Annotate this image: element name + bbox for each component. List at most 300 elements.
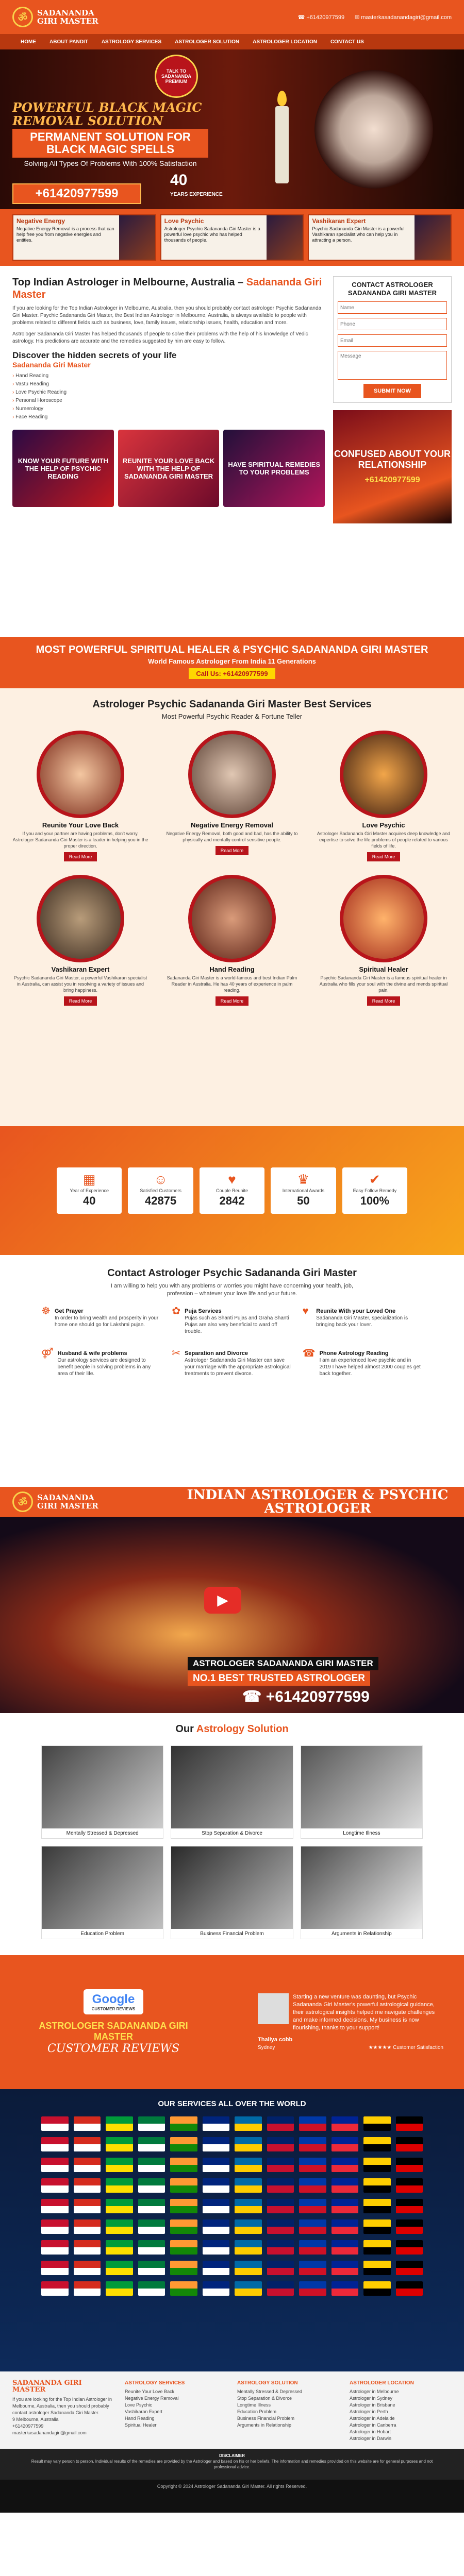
contact-item [41,1308,161,1335]
country-flag [332,2158,359,2172]
footer-link[interactable]: Hand Reading [125,2416,155,2421]
country-flag [170,2281,197,2296]
country-flag [267,2199,294,2213]
footer-col-title: ASTROLOGY SERVICES [125,2380,185,2386]
hero-title: POWERFUL BLACK MAGIC REMOVAL SOLUTION [12,100,202,128]
country-flag [363,2219,391,2234]
stat-card [57,1167,122,1214]
footer-link[interactable]: Astrologer in Canberra [350,2422,396,2428]
country-flag [170,2116,197,2131]
footer-link[interactable]: Astrologer in Perth [350,2409,388,2414]
hero-years-label: YEARS EXPERIENCE [170,192,223,197]
solution-image [171,1846,292,1929]
list-item: › Hand Reading [12,372,325,380]
healer-strip [0,637,464,688]
country-flag [396,2178,423,2193]
footer-link[interactable]: Astrologer in Darwin [350,2436,392,2441]
solution-label: Education Problem [80,1931,124,1937]
country-flag [396,2158,423,2172]
reviews-section [0,1955,464,2089]
stat-label: International Awards [282,1188,325,1193]
service-title: Negative Energy Removal [191,821,273,829]
google-text: Google [92,1992,135,2006]
indian-astrologer-strip [0,1487,464,1517]
footer-link[interactable]: Arguments in Relationship [237,2422,292,2428]
service-image [37,875,124,962]
stat-value: 2842 [219,1194,245,1207]
country-flag [170,2137,197,2151]
flame-icon [277,91,287,106]
country-flag [267,2261,294,2275]
country-flag [74,2199,101,2213]
footer-link[interactable]: Longtime Illness [237,2402,271,2408]
promo-banners [12,430,325,507]
puja-icon: ✿ [172,1306,181,1317]
country-flag [299,2178,326,2193]
disclaimer-text: Result may vary person to person. Individual results of the remedies are provided by the Astrologer and based on his or her beliefs. The information and remedies provided on this website are for general purposes and not professional advice. [31,2459,433,2469]
customers-icon: ☺ [154,1172,168,1187]
contact-item-title: Reunite With your Loved One [316,1308,396,1314]
contact-item-title: Puja Services [185,1308,222,1314]
country-flag [138,2137,165,2151]
solution-image [301,1846,422,1929]
solution-label: Arguments in Relationship [331,1931,392,1937]
country-flag [138,2219,165,2234]
read-more-button[interactable]: Read More [216,846,249,855]
country-flag [267,2219,294,2234]
form-title: CONTACT ASTROLOGER SADANANDA GIRI MASTER [347,281,437,297]
country-flag [235,2116,262,2131]
country-flag [299,2158,326,2172]
country-flag [41,2158,69,2172]
top-email-text: masterkasadanandagiri@gmail.com [361,14,452,21]
read-more-button[interactable]: Read More [216,996,249,1006]
service-card [164,731,300,861]
healer-subtitle: World Famous Astrologer From India 11 Generations [148,657,316,665]
footer-link[interactable]: Reunite Your Love Back [125,2389,175,2394]
stat-card [342,1167,407,1214]
solution-label: Mentally Stressed & Depressed [66,1831,139,1836]
country-flag [299,2261,326,2275]
country-flag [363,2199,391,2213]
solution-title-text: Our [175,1723,194,1735]
country-flag [138,2281,165,2296]
service-image [37,731,124,818]
contact-item-text: In order to bring wealth and prosperity in your home one should go for Lakshmi pujan. [54,1315,159,1328]
services-title: Astrologer Psychic Sadananda Giri Master Best Services [92,699,372,710]
service-card [12,875,148,1006]
country-flag [138,2240,165,2255]
indian-title: INDIAN ASTROLOGER & PSYCHIC ASTROLOGER [187,1487,449,1516]
country-flag [106,2137,133,2151]
country-flag [332,2219,359,2234]
logo[interactable] [12,7,98,27]
couple-icon: ⚤ [41,1348,54,1359]
country-flag [203,2261,230,2275]
stat-label: Year of Experience [70,1188,109,1193]
country-flag [106,2199,133,2213]
nav-solution[interactable]: ASTROLOGER SOLUTION [175,39,240,45]
healer-title: MOST POWERFUL SPIRITUAL HEALER & PSYCHIC SADANANDA GIRI MASTER [36,644,428,655]
testimonial-author: Thaliya cobb [258,2036,293,2043]
country-flag [299,2240,326,2255]
country-flag [299,2199,326,2213]
stat-value: 42875 [145,1194,177,1207]
country-flag [363,2137,391,2151]
country-flag [203,2158,230,2172]
feature-cards [0,209,464,266]
stat-value: 40 [82,1194,96,1207]
footer-link[interactable]: Negative Energy Removal [125,2396,179,2401]
footer-email[interactable]: masterkasadanandagiri@gmail.com [12,2430,87,2435]
brand-line1: SADANANDA [37,8,94,18]
card-text: Astrologer Psychic Sadananda Giri Master is a powerful love psychic who has helped thousands of people. [164,226,260,243]
country-flag [203,2199,230,2213]
disclaimer-label: DISCLAIMER [219,2453,245,2458]
hero-years-num: 40 [170,172,188,189]
stat-label: Easy Follow Remedy [353,1188,397,1193]
service-text: Negative Energy Removal, both good and bad, has the ability to physically and mentally control sensitive people. [166,831,298,842]
rating: ★★★★★ Customer Satisfaction [368,2044,443,2050]
article-title-text: Top Indian Astrologer in Melbourne, Australia – [12,277,244,288]
country-flag [235,2137,262,2151]
country-flag [267,2240,294,2255]
copyright: Copyright © 2024 Astrologer Sadananda Giri Master. All rights Reserved. [0,2480,464,2513]
reviews-label: CUSTOMER REVIEWS [47,2042,180,2055]
solution-card[interactable] [171,1846,293,1939]
country-flag [363,2116,391,2131]
footer-link[interactable]: Vashikaran Expert [125,2409,162,2414]
secrets-heading: Discover the hidden secrets of your life [12,350,177,360]
country-flag [74,2219,101,2234]
article-paragraph: Astrologer Sadananda Giri Master has helped thousands of people to solve their problems with the help of his knowledge of Vedic astrology. His predictions are accurate and the remedies suggested by him are easy to follow. [12,331,308,344]
hero-badge: TALK TO SADANANDA PREMIUM [155,55,198,98]
footer-link[interactable]: Astrologer in Sydney [350,2396,393,2401]
country-flag [41,2240,69,2255]
country-flag [396,2261,423,2275]
phone-icon: ☎ [302,1348,316,1359]
country-flag [138,2116,165,2131]
contact-item-title: Husband & wife problems [57,1350,127,1357]
country-flag [363,2240,391,2255]
skull-image [314,70,433,189]
calendar-icon: ▦ [82,1172,96,1187]
contact-item [41,1350,161,1377]
country-flag [41,2137,69,2151]
solution-card[interactable] [301,1846,423,1939]
rating-text: Customer Satisfaction [393,2044,443,2050]
solution-label: Longtime Illness [343,1831,380,1836]
top-email[interactable]: ✉ masterkasadanandagiri@gmail.com [355,14,452,21]
contact-subtitle: I am willing to help you with any problems or worries you might have concerning your health, job, profession – whatever your love life and your future. [110,1283,354,1297]
service-image [340,731,427,818]
feature-card[interactable] [12,214,156,261]
country-flag [363,2158,391,2172]
service-text: Psychic Sadananda Giri Master is a famous spiritual healer in Australia who fills your soul with the divine and mends spiritual pain. [319,975,448,993]
google-badge [84,1989,144,2014]
testimonial-quote: Starting a new venture was daunting, but Psychic Sadananda Giri Master's powerful astrological guidance, their astrological insights helped me navigate challenges and make informed decisions. My business is now flourishing, thanks to your support! [293,1993,435,2031]
list-item: › Love Psychic Reading [12,388,325,397]
country-flag [74,2240,101,2255]
country-flag [170,2261,197,2275]
read-more-button[interactable]: Read More [64,996,97,1006]
contact-item-title: Get Prayer [54,1308,84,1314]
solution-image [42,1846,163,1929]
country-flag [332,2261,359,2275]
list-item: › Personal Horoscope [12,397,325,405]
article-paragraph: If you are looking for the Top Indian Astrologer in Melbourne, Australia, then you should probably contact astrologer Psychic Sadananda Giri Master. Psychic Sadananda Giri Master, the Best Indian Astrologer in Melbourne, Australia, is always available to people with problems related to different fields such as business, love, family issues, relationship issues, health, education and more. [12,306,322,326]
broken-heart-icon: ✂ [172,1348,181,1359]
stat-card [200,1167,264,1214]
hero-years [170,173,223,202]
contact-item-text: I am an experienced love psychic and in 2019 I have helped almost 2000 couples get back together. [319,1358,421,1377]
country-flag [332,2178,359,2193]
services-subtitle: Most Powerful Psychic Reader & Fortune Teller [161,713,303,720]
solution-label: Business Financial Problem [200,1931,264,1937]
promo-banner[interactable]: KNOW YOUR FUTURE WITH THE HELP OF PSYCHIC READING [12,430,114,507]
hero-tagline: Solving All Types Of Problems With 100% Satisfaction [24,159,197,167]
hero-phone-button[interactable]: +61420977599 [12,183,141,204]
brand-line2: GIRI MASTER [12,2379,82,2394]
sidebar [333,276,452,626]
country-flag [396,2137,423,2151]
service-image [340,875,427,962]
country-flag [396,2240,423,2255]
country-flag [267,2158,294,2172]
country-flag [41,2199,69,2213]
service-title: Reunite Your Love Back [42,821,119,829]
country-flag [396,2281,423,2296]
solution-section [0,1713,464,1955]
read-more-button[interactable]: Read More [64,852,97,861]
top-phone[interactable]: ☎ +61420977599 [297,14,345,21]
country-flag [74,2261,101,2275]
country-flag [267,2178,294,2193]
solution-image [301,1746,422,1828]
video-subtitle: NO.1 BEST TRUSTED ASTROLOGER [188,1671,370,1686]
footer-address: 9 Melbourne, Australia [12,2417,59,2422]
country-flag [299,2281,326,2296]
footer-col-title: ASTROLOGY SOLUTION [237,2380,298,2386]
service-image [188,875,276,962]
country-flag [203,2137,230,2151]
country-flag [74,2158,101,2172]
footer-link[interactable]: Education Problem [237,2409,277,2414]
stat-card [271,1167,336,1214]
country-flag [203,2116,230,2131]
country-flag [41,2261,69,2275]
contact-item-text: Pujas such as Shanti Pujas and Graha Shanti Pujas are also very beneficial to ward off trouble. [185,1315,289,1334]
testimonial [258,1993,443,2052]
testimonial-place: Sydney [258,2044,275,2050]
country-flag [332,2137,359,2151]
contact-item-title: Separation and Divorce [185,1350,248,1357]
country-flag [106,2219,133,2234]
footer-link[interactable]: Business Financial Problem [237,2416,295,2421]
disclaimer [0,2449,464,2480]
nav-services[interactable]: ASTROLOGY SERVICES [101,39,162,45]
read-more-button[interactable]: Read More [367,852,401,861]
country-flag [138,2158,165,2172]
contact-item [172,1308,292,1335]
read-more-button[interactable]: Read More [367,996,401,1006]
brand-line2: GIRI MASTER [37,16,98,26]
card-title: Negative Energy [16,217,65,225]
country-flag [235,2158,262,2172]
footer-link[interactable]: Love Psychic [125,2402,153,2408]
brand-line2: GIRI MASTER [37,1501,98,1511]
relationship-promo[interactable] [333,410,452,523]
video-banner[interactable] [0,1517,464,1713]
footer-link[interactable]: Spiritual Healer [125,2422,157,2428]
country-flag [106,2116,133,2131]
video-title: ASTROLOGER SADANANDA GIRI MASTER [188,1657,378,1670]
contact-section [0,1255,464,1487]
flag-grid [41,2116,423,2296]
contact-item [303,1350,423,1377]
service-title: Hand Reading [209,965,255,973]
article-title-accent: Sadananda Giri Master [12,277,322,300]
heart-icon: ♥ [228,1172,236,1187]
list-item: › Vastu Reading [12,380,325,388]
country-flag [363,2178,391,2193]
country-flag [74,2116,101,2131]
countries-title: OUR SERVICES ALL OVER THE WORLD [158,2099,306,2108]
promo-banner[interactable]: HAVE SPIRITUAL REMEDIES TO YOUR PROBLEMS [223,430,325,507]
google-sub: CUSTOMER REVIEWS [91,2007,136,2011]
submit-button[interactable]: SUBMIT NOW [363,384,421,398]
om-icon: ॐ [12,7,33,27]
footer-link[interactable]: Mentally Stressed & Depressed [237,2389,303,2394]
secrets-list [12,372,325,421]
article-title [12,276,325,301]
service-card [12,731,148,861]
service-text: Sadananda Giri Master is a world-famous and best Indian Palm Reader in Australia. He has 40 years of experience in palm reading. [167,975,297,993]
list-item: › Numerology [12,405,325,413]
footer-phone[interactable]: +61420977599 [12,2424,44,2429]
list-item: › Face Reading [12,413,325,421]
country-flag [106,2281,133,2296]
hero-banner [0,49,464,209]
service-title: Spiritual Healer [359,965,408,973]
country-flag [41,2281,69,2296]
country-flag [41,2178,69,2193]
feature-card[interactable] [160,214,304,261]
brand-line1: SADANANDA [37,1493,94,1502]
main-nav [0,34,464,49]
service-card [316,731,452,861]
email-field[interactable] [338,334,447,347]
footer [0,2371,464,2449]
love-icon: ♥ [302,1306,309,1317]
avatar [258,1993,289,2024]
nav-about[interactable]: ABOUT PANDIT [49,39,88,45]
feature-card[interactable] [308,214,452,261]
country-flag [170,2178,197,2193]
solution-label: Stop Separation & Divorce [202,1831,262,1836]
stat-card [128,1167,193,1214]
contact-item-text: Astrologer Sadananda Giri Master can save your marriage with the appropriate astrological treatments to prevent divorce. [185,1358,291,1377]
country-flag [235,2219,262,2234]
prayer-icon: ☸ [41,1306,51,1317]
solution-card[interactable] [301,1745,423,1839]
message-field[interactable] [338,351,447,380]
call-button[interactable]: Call Us: +61420977599 [189,668,275,679]
solution-card[interactable] [41,1846,163,1939]
video-phone: ☎ +61420977599 [242,1688,370,1705]
footer-col-title: ASTROLOGER LOCATION [350,2380,414,2386]
country-flag [74,2178,101,2193]
service-title: Love Psychic [362,821,405,829]
strip-logo [12,1492,98,1512]
solution-card[interactable] [171,1745,293,1839]
country-flag [203,2219,230,2234]
name-field[interactable] [338,301,447,314]
footer-link[interactable]: Astrologer in Melbourne [350,2389,399,2394]
country-flag [170,2219,197,2234]
nav-home[interactable]: HOME [21,39,36,45]
country-flag [170,2199,197,2213]
stat-value: 100% [360,1194,389,1207]
service-text: Psychic Sadananda Giri Master, a powerful Vashikaran specialist in Australia, can assist you in resolving a variety of issues and bring happiness. [13,975,147,993]
hero-subtitle: PERMANENT SOLUTION FOR BLACK MAGIC SPELLS [12,129,208,158]
footer-link[interactable]: Astrologer in Hobart [350,2429,391,2434]
top-phone-text: +61420977599 [306,14,345,21]
promo-banner[interactable]: REUNITE YOUR LOVE BACK WITH THE HELP OF SADANANDA GIRI MASTER [118,430,220,507]
country-flag [106,2240,133,2255]
country-flag [299,2219,326,2234]
country-flag [74,2137,101,2151]
top-bar [0,0,464,34]
country-flag [299,2137,326,2151]
stat-label: Satisfied Customers [140,1188,181,1193]
contact-title: Contact Astrologer Psychic Sadananda Giri Master [107,1267,357,1279]
footer-about: If you are looking for the Top Indian Astrologer in Melbourne, Australia, then you should probably contact astrologer Sadananda Giri Master. [12,2397,112,2415]
trophy-icon: ♛ [297,1172,310,1187]
country-flag [74,2281,101,2296]
footer-link[interactable]: Astrologer in Adelaide [350,2416,395,2421]
country-flag [203,2240,230,2255]
country-flag [138,2178,165,2193]
country-flag [396,2199,423,2213]
footer-link[interactable]: Astrologer in Brisbane [350,2402,395,2408]
country-flag [332,2199,359,2213]
card-image [415,215,451,260]
card-image [119,215,155,260]
nav-contact[interactable]: CONTACT US [330,39,364,45]
country-flag [332,2240,359,2255]
promo-phone: +61420977599 [364,476,420,484]
stat-value: 50 [297,1194,310,1207]
nav-location[interactable]: ASTROLOGER LOCATION [253,39,317,45]
country-flag [363,2281,391,2296]
solution-card[interactable] [41,1745,163,1839]
service-card [316,875,452,1006]
contact-item-text: Our astrology services are designed to benefit people in solving problems in any area of their life. [57,1358,151,1377]
footer-logo [12,2380,114,2393]
play-icon[interactable]: ▶ [204,1587,241,1614]
country-flag [235,2261,262,2275]
thumbs-up-icon: ✔ [369,1172,380,1187]
country-flag [267,2137,294,2151]
card-title: Love Psychic [164,217,204,225]
promo-text: CONFUSED ABOUT YOUR RELATIONSHIP [334,449,451,470]
phone-field[interactable] [338,318,447,330]
country-flag [332,2116,359,2131]
contact-item-title: Phone Astrology Reading [319,1350,389,1357]
footer-link[interactable]: Stop Separation & Divorce [237,2396,292,2401]
service-card [164,875,300,1006]
